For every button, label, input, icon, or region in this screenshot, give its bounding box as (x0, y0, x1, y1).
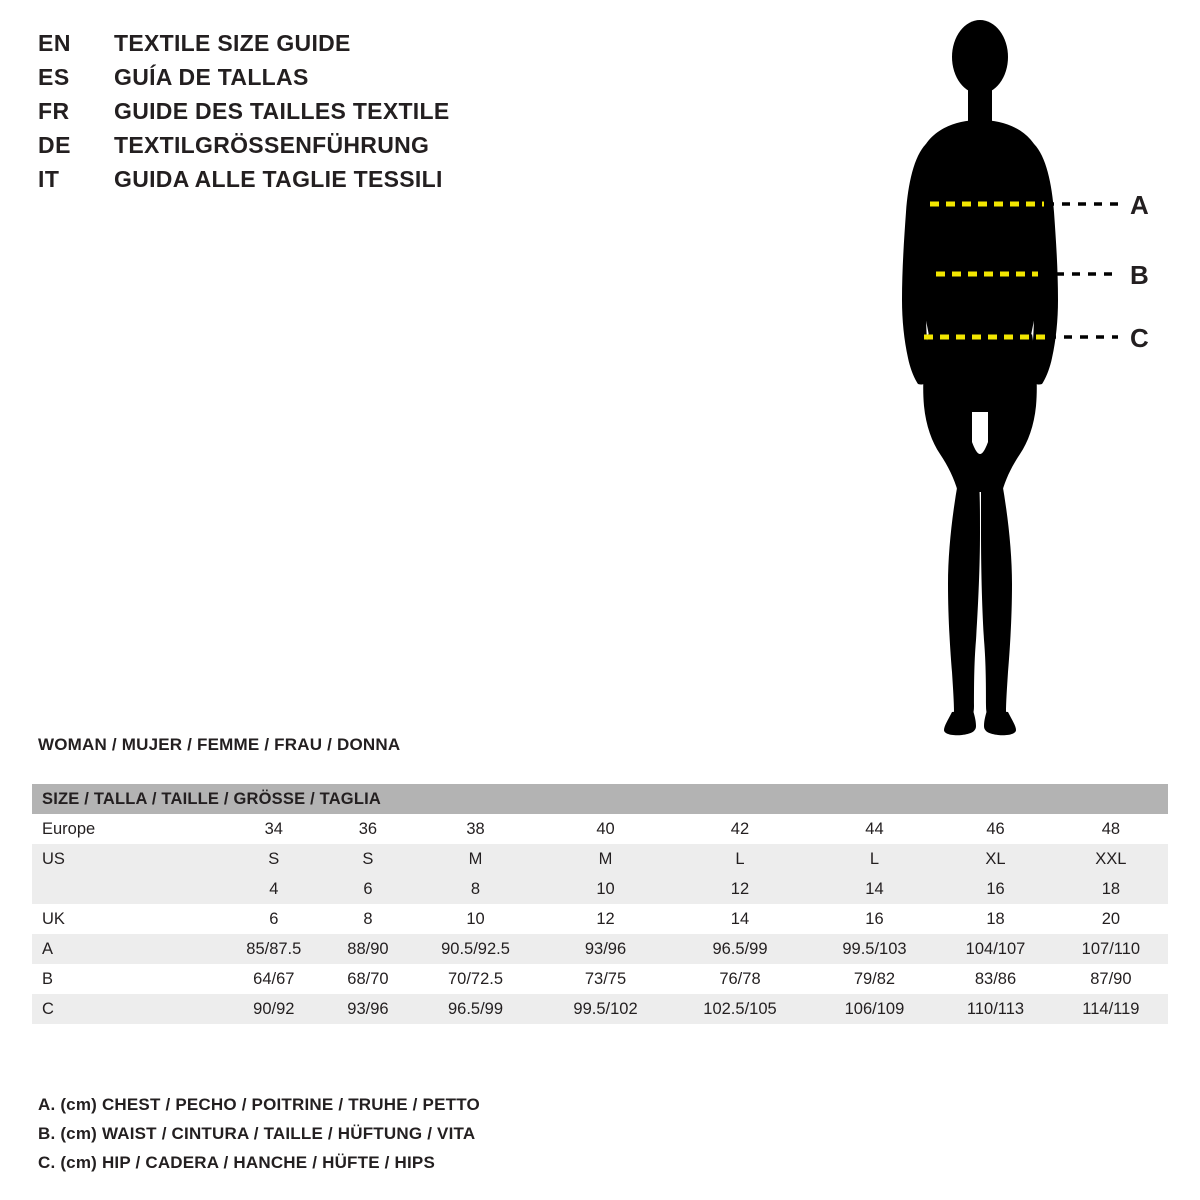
cell-uk-2: 10 (408, 904, 542, 934)
title-lang-it: IT (38, 166, 60, 192)
row-label-uk: UK (32, 904, 220, 934)
cell-a-2: 90.5/92.5 (408, 934, 542, 964)
table-row (32, 844, 1168, 874)
cell-b-4: 76/78 (668, 964, 811, 994)
cell-usnum-1: 6 (328, 874, 409, 904)
cell-c-7: 114/119 (1054, 994, 1168, 1024)
title-row-es (38, 64, 658, 98)
cell-a-4: 96.5/99 (668, 934, 811, 964)
size-table (32, 784, 1168, 1024)
row-label-b: B (32, 964, 220, 994)
cell-europe-0: 34 (220, 814, 328, 844)
cell-us-7: XXL (1054, 844, 1168, 874)
cell-c-2: 96.5/99 (408, 994, 542, 1024)
table-row (32, 934, 1168, 964)
cell-usnum-4: 12 (668, 874, 811, 904)
title-text-fr: GUIDE DES TAILLES TEXTILE (114, 98, 450, 124)
table-row (32, 904, 1168, 934)
row-label-a: A (32, 934, 220, 964)
cell-c-5: 106/109 (812, 994, 938, 1024)
table-header-row (32, 784, 1168, 814)
cell-a-0: 85/87.5 (220, 934, 328, 964)
title-text-en: TEXTILE SIZE GUIDE (114, 30, 351, 56)
table-row (32, 874, 1168, 904)
cell-uk-7: 20 (1054, 904, 1168, 934)
title-text-es: GUÍA DE TALLAS (114, 64, 309, 90)
cell-a-3: 93/96 (543, 934, 669, 964)
row-label-us: US (32, 844, 220, 874)
legend-line-b: B. (cm) WAIST / CINTURA / TAILLE / HÜFTUNG / VITA (38, 1124, 476, 1143)
cell-uk-5: 16 (812, 904, 938, 934)
cell-europe-1: 36 (328, 814, 409, 844)
row-label-europe: Europe (32, 814, 220, 844)
cell-us-0: S (220, 844, 328, 874)
cell-uk-4: 14 (668, 904, 811, 934)
table-header-label: SIZE / TALLA / TAILLE / GRÖSSE / TAGLIA (32, 784, 1168, 814)
cell-europe-3: 40 (543, 814, 669, 844)
title-block (38, 30, 658, 200)
cell-a-7: 107/110 (1054, 934, 1168, 964)
cell-b-7: 87/90 (1054, 964, 1168, 994)
marker-label-c: C (1130, 323, 1149, 353)
female-silhouette-icon (902, 20, 1058, 735)
title-row-it (38, 166, 658, 200)
section-label-woman: WOMAN / MUJER / FEMME / FRAU / DONNA (38, 735, 401, 754)
cell-us-6: XL (937, 844, 1054, 874)
title-row-en (38, 30, 658, 64)
cell-usnum-2: 8 (408, 874, 542, 904)
cell-b-0: 64/67 (220, 964, 328, 994)
cell-b-1: 68/70 (328, 964, 409, 994)
cell-europe-7: 48 (1054, 814, 1168, 844)
table-row (32, 814, 1168, 844)
row-label-us-numeric (32, 874, 220, 904)
cell-usnum-0: 4 (220, 874, 328, 904)
title-lang-es: ES (38, 64, 70, 90)
legend-line-c: C. (cm) HIP / CADERA / HANCHE / HÜFTE / HIPS (38, 1153, 436, 1172)
body-measurement-figure (840, 12, 1200, 752)
cell-c-3: 99.5/102 (543, 994, 669, 1024)
cell-usnum-5: 14 (812, 874, 938, 904)
title-lang-de: DE (38, 132, 71, 158)
cell-uk-0: 6 (220, 904, 328, 934)
title-text-de: TEXTILGRÖSSENFÜHRUNG (114, 132, 430, 158)
cell-europe-5: 44 (812, 814, 938, 844)
cell-us-4: L (668, 844, 811, 874)
cell-a-1: 88/90 (328, 934, 409, 964)
cell-uk-1: 8 (328, 904, 409, 934)
cell-c-4: 102.5/105 (668, 994, 811, 1024)
table-row (32, 994, 1168, 1024)
cell-europe-4: 42 (668, 814, 811, 844)
table-row (32, 964, 1168, 994)
cell-europe-6: 46 (937, 814, 1054, 844)
cell-c-0: 90/92 (220, 994, 328, 1024)
title-lang-fr: FR (38, 98, 70, 124)
cell-us-3: M (543, 844, 669, 874)
cell-uk-3: 12 (543, 904, 669, 934)
cell-c-6: 110/113 (937, 994, 1054, 1024)
cell-europe-2: 38 (408, 814, 542, 844)
cell-b-2: 70/72.5 (408, 964, 542, 994)
cell-b-5: 79/82 (812, 964, 938, 994)
cell-c-1: 93/96 (328, 994, 409, 1024)
legend-line-a: A. (cm) CHEST / PECHO / POITRINE / TRUHE / PETTO (38, 1095, 480, 1114)
cell-usnum-7: 18 (1054, 874, 1168, 904)
cell-b-3: 73/75 (543, 964, 669, 994)
legend-block (38, 1090, 838, 1177)
cell-a-5: 99.5/103 (812, 934, 938, 964)
cell-usnum-3: 10 (543, 874, 669, 904)
row-label-c: C (32, 994, 220, 1024)
cell-a-6: 104/107 (937, 934, 1054, 964)
title-lang-en: EN (38, 30, 71, 56)
title-row-de (38, 132, 658, 166)
title-row-fr (38, 98, 658, 132)
marker-label-a: A (1130, 190, 1149, 220)
marker-label-b: B (1130, 260, 1149, 290)
title-text-it: GUIDA ALLE TAGLIE TESSILI (114, 166, 443, 192)
cell-usnum-6: 16 (937, 874, 1054, 904)
cell-b-6: 83/86 (937, 964, 1054, 994)
cell-us-5: L (812, 844, 938, 874)
cell-us-1: S (328, 844, 409, 874)
cell-uk-6: 18 (937, 904, 1054, 934)
cell-us-2: M (408, 844, 542, 874)
